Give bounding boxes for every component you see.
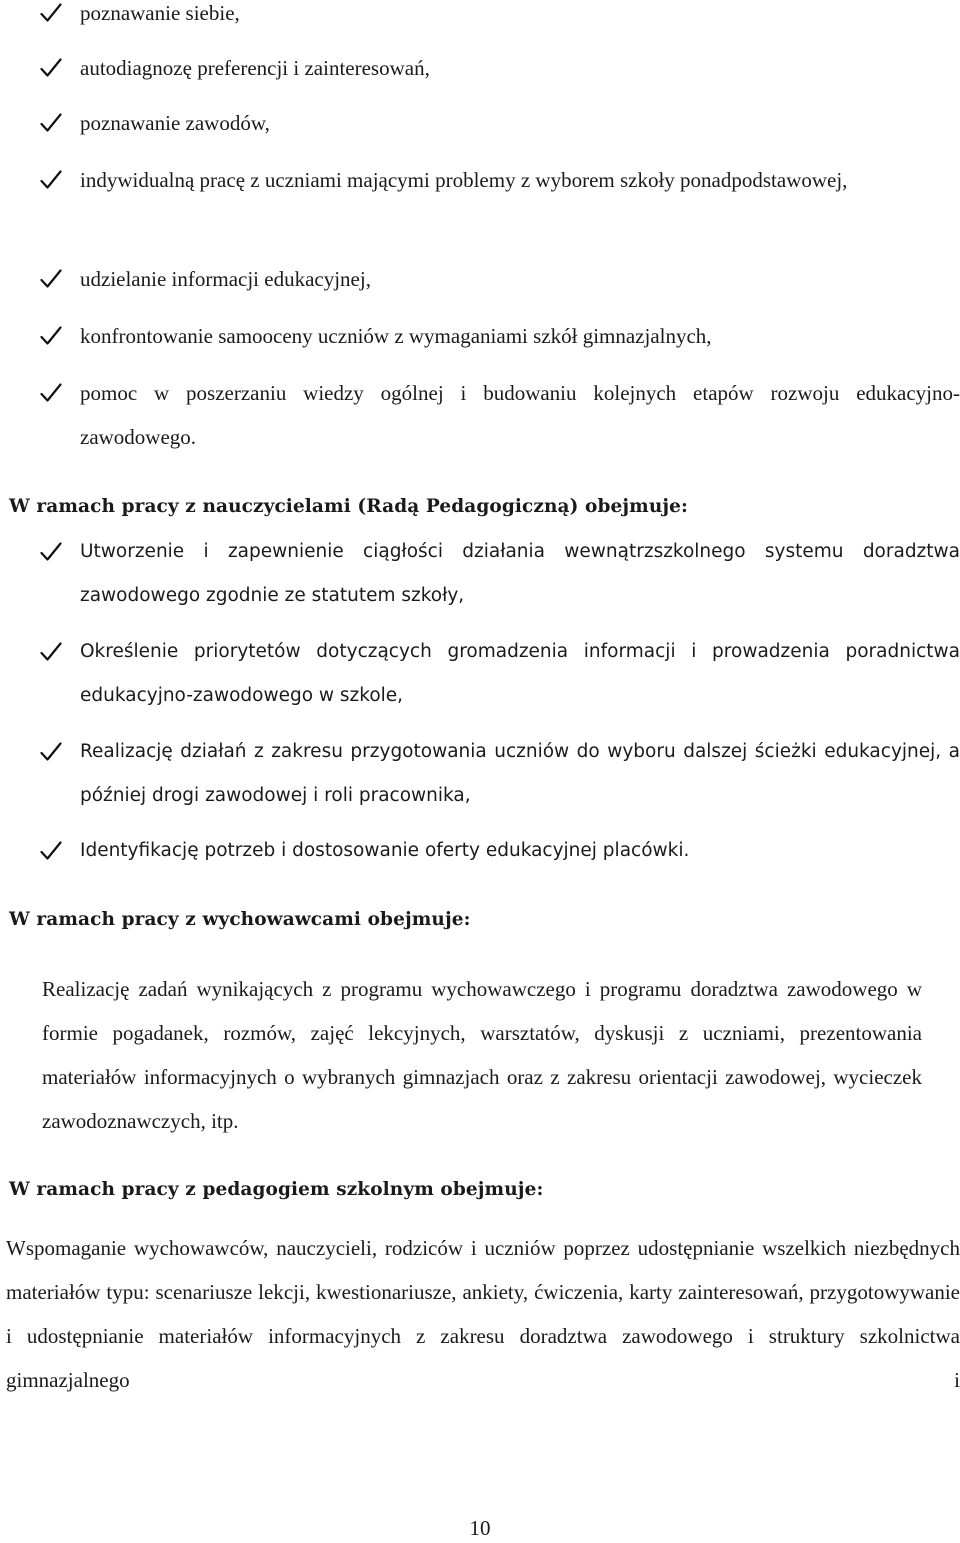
checkmark-icon xyxy=(40,0,66,35)
intro-list-item xyxy=(40,158,960,202)
intro-list-item-text: udzielanie informacji edukacyjnej, xyxy=(80,267,371,291)
teachers-list-item xyxy=(40,630,960,718)
intro-list-item-text: pomoc w poszerzaniu wiedzy ogólnej i budowaniu kolejnych etapów rozwoju edukacyjno- zawodowego. xyxy=(80,381,960,449)
intro-list-item-text: indywidualną pracę z uczniami mającymi problemy z wyborem szkoły ponadpodstawowej, xyxy=(80,168,848,192)
intro-list-item xyxy=(40,0,960,35)
intro-list-item xyxy=(40,46,960,90)
teachers-list-item xyxy=(40,829,960,873)
checkmark-icon xyxy=(40,314,66,358)
intro-list-item xyxy=(40,314,960,358)
teachers-list-item xyxy=(40,730,960,818)
intro-list-item xyxy=(40,257,960,301)
section-heading-tutors: W ramach pracy z wychowawcami obejmuje: xyxy=(9,909,471,930)
intro-list-item-text: autodiagnozę preferencji i zainteresowań, xyxy=(80,56,430,80)
teachers-list-item-text: Utworzenie i zapewnienie ciągłości działania wewnątrzszkolnego systemu doradztwa zawodowego zgodnie ze statutem szkoły, xyxy=(80,541,960,606)
checkmark-icon xyxy=(40,101,66,145)
checkmark-icon xyxy=(40,829,66,873)
section-heading-teachers: W ramach pracy z nauczycielami (Radą Pedagogiczną) obejmuje: xyxy=(9,496,688,517)
teachers-list-item xyxy=(40,530,960,618)
intro-list-item-text: konfrontowanie samooceny uczniów z wymaganiami szkół gimnazjalnych, xyxy=(80,324,712,348)
intro-list-item xyxy=(40,371,960,459)
teachers-list-item-text: Określenie priorytetów dotyczących gromadzenia informacji i prowadzenia poradnictwa edukacyjno-zawodowego w szkole, xyxy=(80,641,960,706)
intro-list-item-text: poznawanie siebie, xyxy=(80,1,240,25)
teachers-list-item-text: Realizację działań z zakresu przygotowania uczniów do wyboru dalszej ścieżki edukacyjnej, a później drogi zawodowej i roli pracownika, xyxy=(80,741,960,806)
checkmark-icon xyxy=(40,257,66,301)
checkmark-icon xyxy=(40,371,66,415)
checkmark-icon xyxy=(40,46,66,90)
pedagogue-paragraph: Wspomaganie wychowawców, nauczycieli, rodziców i uczniów poprzez udostępnianie wszelkich niezbędnych materiałów typu: scenariusze lekcji, kwestionariusze, ankiety, ćwiczenia, karty zainteresowań, przygotowywanie i udostępnianie materiałów informacyjnych z zakresu doradztwa zawodowego i struktury szkolnictwa gimnazjalnego i xyxy=(6,1236,960,1392)
checkmark-icon xyxy=(40,158,66,202)
tutors-paragraph: Realizację zadań wynikających z programu wychowawczego i programu doradztwa zawodowego w formie pogadanek, rozmów, zajęć lekcyjnych, warsztatów, dyskusji z uczniami, prezentowania materiałów informacyjnych o wybranych gimnazjach oraz z zakresu orientacji zawodowej, wycieczek zawodoznawczych, itp. xyxy=(42,977,922,1133)
intro-list-item-text: poznawanie zawodów, xyxy=(80,111,270,135)
checkmark-icon xyxy=(40,730,66,774)
page-number: 10 xyxy=(469,1516,491,1540)
intro-list-item xyxy=(40,101,960,145)
teachers-list-item-text: Identyfikację potrzeb i dostosowanie oferty edukacyjnej placówki. xyxy=(80,840,690,861)
checkmark-icon xyxy=(40,530,66,574)
checkmark-icon xyxy=(40,630,66,674)
section-heading-pedagogue: W ramach pracy z pedagogiem szkolnym obejmuje: xyxy=(9,1179,544,1200)
